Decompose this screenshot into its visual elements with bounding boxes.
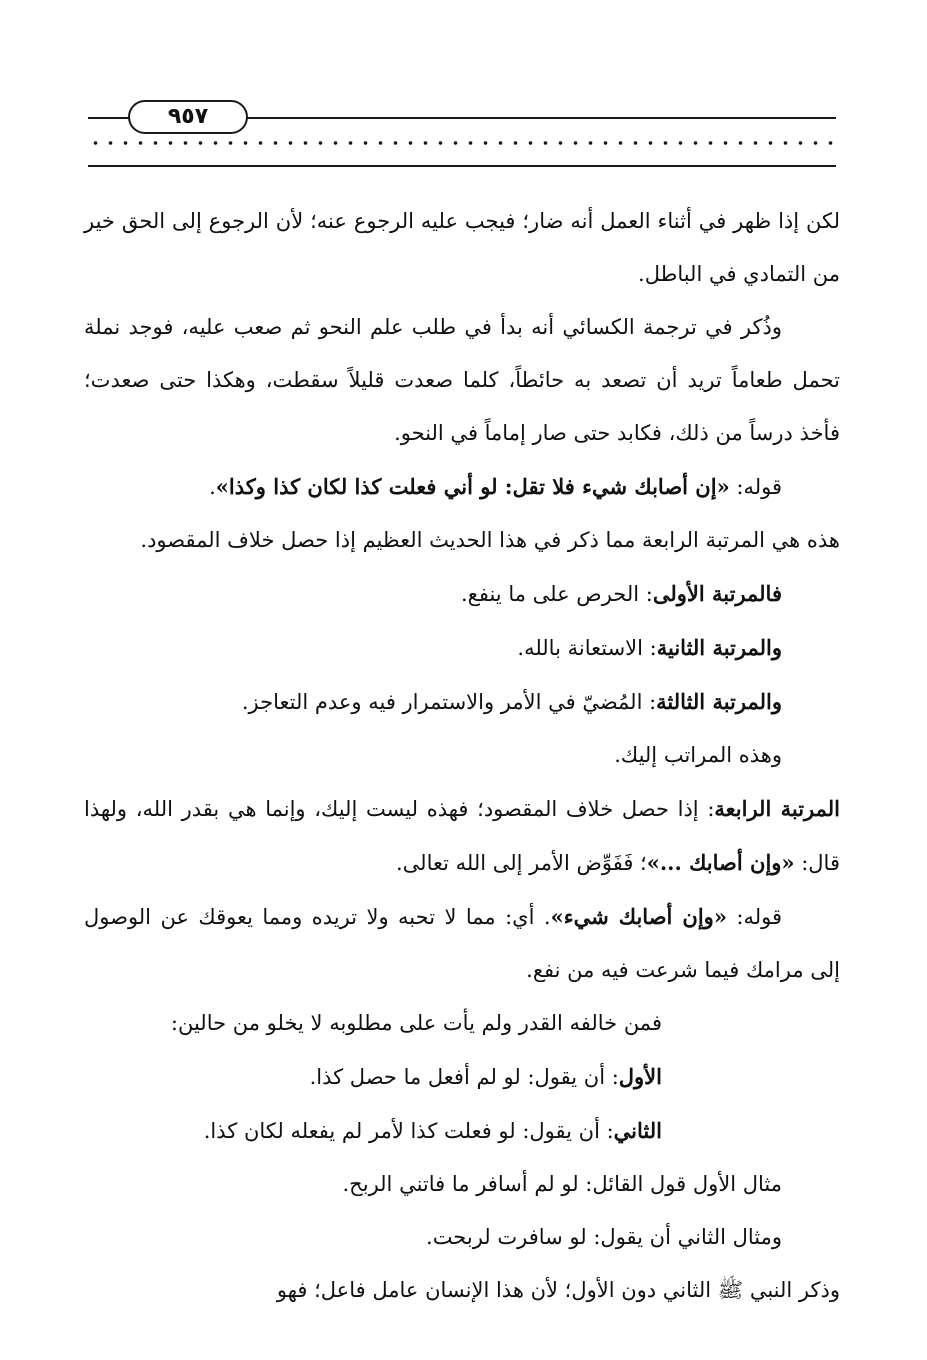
paragraph-10 bbox=[84, 890, 840, 997]
paragraph-9 bbox=[84, 782, 840, 890]
quote-end: . bbox=[209, 475, 216, 499]
quote-intro-2: قوله: bbox=[726, 905, 783, 929]
hadith-quote-2: «وإن أصابك شيء» bbox=[550, 904, 727, 929]
paragraph-3 bbox=[84, 460, 840, 514]
paragraph-14: مثال الأول قول القائل: لو لم أسافر ما فاتني الربح. bbox=[342, 1172, 782, 1196]
paragraph-12 bbox=[84, 1050, 840, 1104]
paragraph-15: ومثال الثاني أن يقول: لو سافرت لربحت. bbox=[426, 1225, 782, 1249]
level-3-label: والمرتبة الثالثة bbox=[656, 689, 782, 714]
paragraph-13 bbox=[84, 1104, 840, 1158]
level-2-label: والمرتبة الثانية bbox=[656, 635, 782, 660]
paragraph-1: لكن إذا ظهر في أثناء العمل أنه ضار؛ فيجب عليه الرجوع عنه؛ لأن الرجوع إلى الحق خير من التمادي في الباطل. bbox=[84, 209, 840, 286]
case-1-text: : أن يقول: لو لم أفعل ما حصل كذا. bbox=[309, 1065, 619, 1089]
level-1-label: فالمرتبة الأولى bbox=[652, 581, 782, 606]
paragraph-5 bbox=[84, 567, 840, 621]
paragraph-6 bbox=[84, 621, 840, 675]
paragraph-10-text: . أي: مما لا تحبه ولا تريده ومما يعوقك عن الوصول إلى مرامك فيما شرعت فيه من نفع. bbox=[84, 905, 840, 982]
paragraph-8: وهذه المراتب إليك. bbox=[614, 743, 782, 767]
header-dotted-rule bbox=[88, 140, 836, 146]
paragraph-7 bbox=[84, 675, 840, 729]
level-4-text-b: ؛ فَفَوِّض الأمر إلى الله تعالى. bbox=[396, 851, 647, 875]
level-4-text-a: : إذا حصل خلاف المقصود؛ فهذه ليست إليك، وإنما هي بقدر الله، ولهذا قال: bbox=[84, 797, 840, 875]
quote-intro: قوله: bbox=[729, 475, 782, 499]
page-header bbox=[88, 92, 836, 182]
case-2-text: : أن يقول: لو فعلت كذا لأمر لم يفعله لكان كذا. bbox=[203, 1119, 614, 1143]
page-body bbox=[84, 195, 840, 1317]
case-2-label: الثاني bbox=[613, 1118, 662, 1143]
paragraph-16: وذكر النبي ﷺ الثاني دون الأول؛ لأن هذا الإنسان عامل فاعل؛ فهو bbox=[276, 1278, 840, 1302]
level-3-text: : المُضيّ في الأمر والاستمرار فيه وعدم التعاجز. bbox=[241, 690, 657, 714]
level-1-text: : الحرص على ما ينفع. bbox=[460, 582, 653, 606]
paragraph-11: فمن خالفه القدر ولم يأت على مطلوبه لا يخلو من حالين: bbox=[170, 1011, 662, 1035]
level-2-text: : الاستعانة بالله. bbox=[517, 636, 657, 660]
page-number-badge bbox=[128, 100, 248, 134]
page-number: ٩٥٧ bbox=[167, 104, 209, 129]
paragraph-4: هذه هي المرتبة الرابعة مما ذكر في هذا الحديث العظيم إذا حصل خلاف المقصود. bbox=[140, 528, 840, 552]
hadith-quote: «إن أصابك شيء فلا تقل: لو أني فعلت كذا لكان كذا وكذا» bbox=[215, 474, 730, 499]
case-1-label: الأول bbox=[618, 1064, 662, 1089]
level-4-quote: «وإن أصابك ...» bbox=[646, 850, 795, 875]
paragraph-2: وذُكر في ترجمة الكسائي أنه بدأ في طلب علم النحو ثم صعب عليه، فوجد نملة تحمل طعاماً تريد أن تصعد به حائطاً، كلما صعدت قليلاً سقطت، وهكذا حتى صعدت؛ فأخذ درساً من ذلك، فكابد حتى صار إماماً في النحو. bbox=[84, 315, 840, 445]
level-4-label: المرتبة الرابعة bbox=[714, 796, 841, 821]
header-bottom-rule bbox=[88, 165, 836, 167]
